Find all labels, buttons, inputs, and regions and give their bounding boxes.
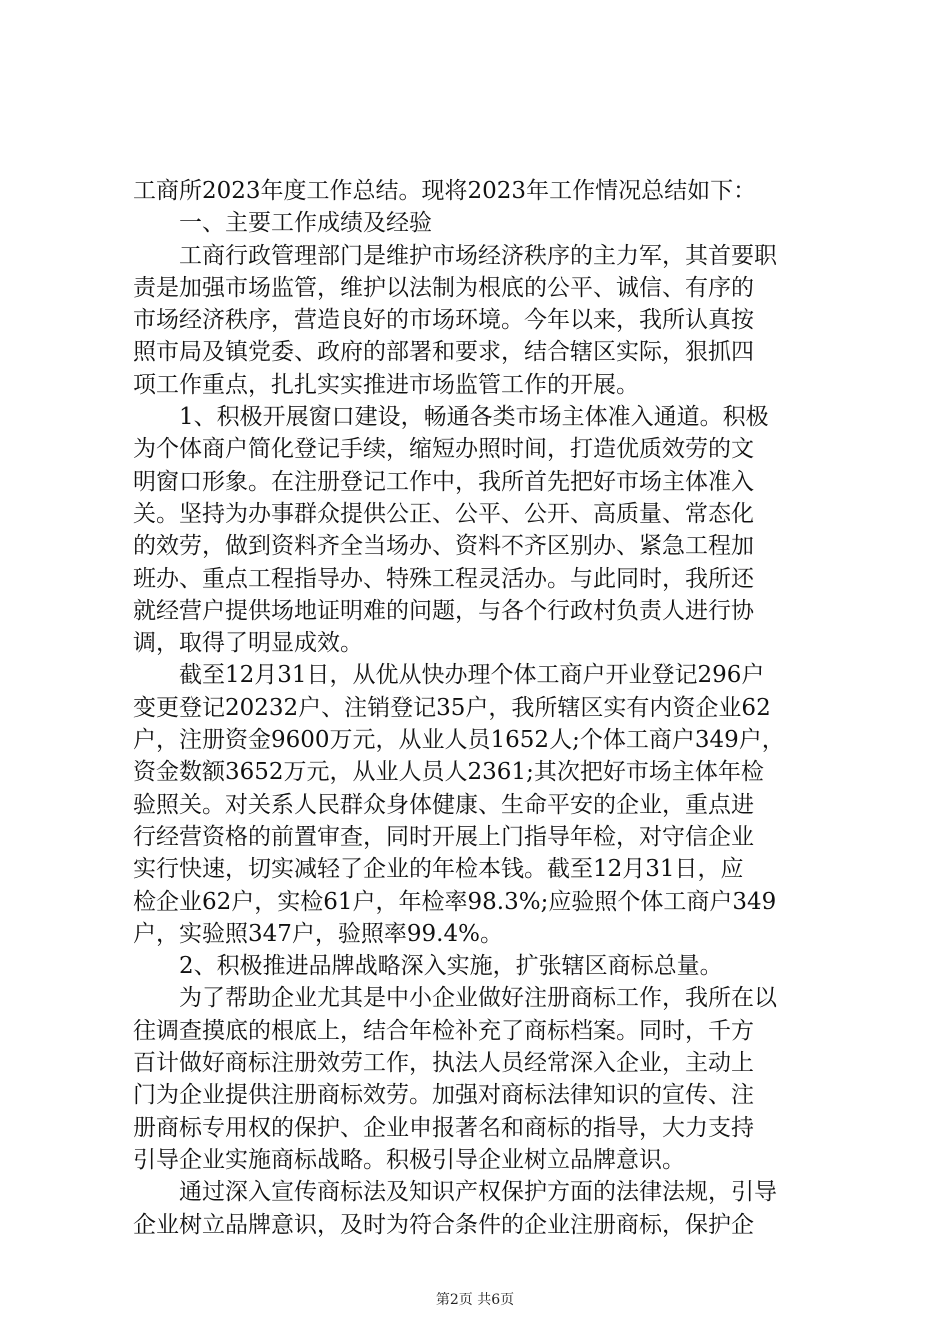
subsection-line: 2、积极推进品牌战略深入实施，扩张辖区商标总量。: [179, 953, 723, 980]
text-line: 企业树立品牌意识，及时为符合条件的企业注册商标，保护企: [133, 1211, 754, 1238]
text-line: 行经营资格的前置审查，同时开展上门指导年检，对守信企业: [133, 823, 754, 850]
text-line: 明窗口形象。在注册登记工作中，我所首先把好市场主体准入: [133, 468, 754, 495]
text-line: 调，取得了明显成效。: [133, 630, 363, 657]
text-line: 项工作重点，扎扎实实推进市场监管工作的开展。: [133, 371, 639, 398]
text-line: 引导企业实施商标战略。积极引导企业树立品牌意识。: [133, 1146, 685, 1173]
text-line: 户，实验照347户，验照率99.4%。: [133, 920, 503, 947]
text-line: 市场经济秩序，营造良好的市场环境。今年以来，我所认真按: [133, 307, 754, 334]
text-line: 为个体商户简化登记手续，缩短办照时间，打造优质效劳的文: [133, 436, 754, 463]
text-line: 变更登记20232户、注销登记35户，我所辖区实有内资企业62: [133, 694, 771, 721]
text-line: 责是加强市场监管，维护以法制为根底的公平、诚信、有序的: [133, 274, 754, 301]
text-line: 资金数额3652万元，从业人员人2361;其次把好市场主体年检: [133, 759, 764, 786]
text-line: 验照关。对关系人民群众身体健康、生命平安的企业，重点进: [133, 791, 754, 818]
text-line: 实行快速，切实减轻了企业的年检本钱。截至12月31日，应: [133, 856, 744, 883]
document-body: [133, 175, 833, 1241]
section-heading: 一、主要工作成绩及经验: [179, 210, 432, 237]
text-line: 班办、重点工程指导办、特殊工程灵活办。与此同时，我所还: [133, 565, 754, 592]
text-line: 关。坚持为办事群众提供公正、公平、公开、高质量、常态化: [133, 500, 754, 527]
text-line: 门为企业提供注册商标效劳。加强对商标法律知识的宣传、注: [133, 1082, 754, 1109]
text-line: 往调查摸底的根底上，结合年检补充了商标档案。同时，千方: [133, 1017, 754, 1044]
page-footer: [0, 1290, 950, 1310]
text-line: 就经营户提供场地证明难的问题，与各个行政村负责人进行协: [133, 597, 754, 624]
text-line: 册商标专用权的保护、企业申报著名和商标的指导，大力支持: [133, 1114, 754, 1141]
page-number: 第2页 共6页: [435, 1292, 515, 1308]
text-line: 检企业62户，实检61户，年检率98.3%;应验照个体工商户349: [133, 888, 777, 915]
text-line: 户，注册资金9600万元，从业人员1652人;个体工商户349户，: [133, 727, 785, 754]
text-line: 为了帮助企业尤其是中小企业做好注册商标工作，我所在以: [179, 985, 777, 1012]
text-line: 截至12月31日，从优从快办理个体工商户开业登记296户: [179, 662, 765, 689]
subsection-line: 1、积极开展窗口建设，畅通各类市场主体准入通道。积极: [179, 404, 769, 431]
text-line: 百计做好商标注册效劳工作，执法人员经常深入企业，主动上: [133, 1050, 754, 1077]
text-line: 工商行政管理部门是维护市场经济秩序的主力军，其首要职: [179, 242, 777, 269]
text-line: 通过深入宣传商标法及知识产权保护方面的法律法规，引导: [179, 1179, 777, 1206]
text-line: 照市局及镇党委、政府的部署和要求，结合辖区实际，狠抓四: [133, 339, 754, 366]
text-line: 的效劳，做到资料齐全当场办、资料不齐区别办、紧急工程加: [133, 533, 754, 560]
text-line: 工商所2023年度工作总结。现将2023年工作情况总结如下：: [133, 178, 757, 204]
